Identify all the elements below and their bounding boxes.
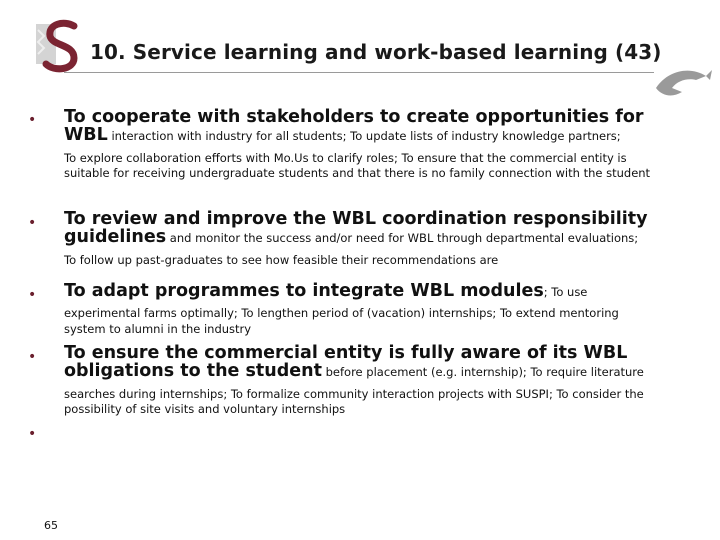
title-divider [64,72,654,73]
bullet-detail: experimental farms optimally; To lengthen period of (vacation) internships; To extend mentoring system to alumni in the industry [64,306,619,336]
bullet-item-1 [64,108,664,182]
page-number: 65 [44,519,58,532]
fish-icon [652,58,712,102]
bullet-heading: To cooperate with stakeholders to create opportunities for WBL interaction with industry for all students; To update lists of industry knowledge partners; [64,107,644,146]
bullet-detail: searches during internships; To formalize community interaction projects with SUSPI; To consider the possibility of site visits and voluntary internships [64,386,644,417]
bullet-marker: • [28,215,37,231]
bullet-item-3 [64,282,664,337]
bullet-marker: • [28,112,37,128]
bullet-marker: • [28,349,37,365]
bullet-item-2 [64,210,664,268]
slide-title: 10. Service learning and work-based learning (43) [90,40,662,64]
bullet-heading: To review and improve the WBL coordination responsibility guidelines and monitor the success and/or need for WBL through departmental evaluations; [64,209,648,248]
bullet-detail: To explore collaboration efforts with Mo.Us to clarify roles; To ensure that the commercial entity is suitable for receiving undergraduate students and that there is no family connection with the student [64,150,651,181]
bullet-marker: • [28,287,37,303]
bullet-item-4 [64,344,664,418]
university-crest-logo [34,16,84,76]
bullet-heading: To adapt programmes to integrate WBL modules; To use [64,281,588,301]
bullet-marker: • [28,426,37,442]
bullet-detail: To follow up past-graduates to see how feasible their recommendations are [64,252,499,267]
bullet-heading: To ensure the commercial entity is fully aware of its WBL obligations to the student before placement (e.g. internship); To require literature [64,343,644,382]
